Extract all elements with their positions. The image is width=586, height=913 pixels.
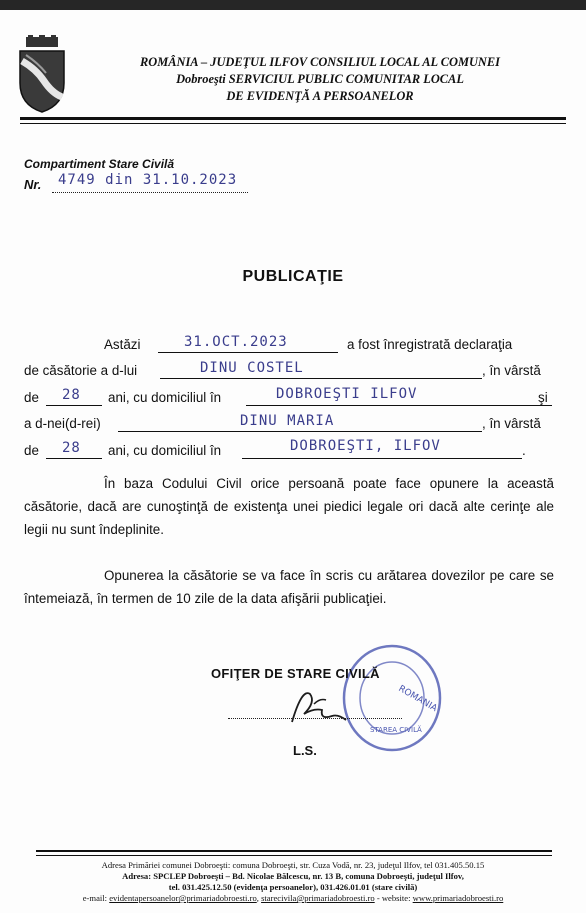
groom-age-line: [46, 405, 102, 406]
bride-name-line: [118, 431, 482, 432]
footer-rule-thin: [36, 855, 552, 856]
bride-address-line: [242, 458, 522, 459]
footer-line-1: Adresa Primăriei comunei Dobroeşti: comuna Dobroeşti, str. Cuza Vodă, nr. 23, judeţul Ilfov, tel 031.405.50.15: [101, 860, 485, 870]
registry-number-label: Nr.: [24, 177, 42, 192]
footer-contact-line: [0, 893, 586, 904]
groom-address: DOBROEŞTI ILFOV: [276, 386, 418, 402]
bride-age: 28: [62, 440, 81, 456]
bride-age-label: de: [24, 443, 39, 458]
footer-rule: [36, 850, 552, 852]
registry-number-value: 4749 din 31.10.2023: [58, 172, 238, 188]
bride-address-end: .: [522, 443, 526, 458]
groom-name: DINU COSTEL: [200, 360, 304, 376]
bride-prefix: a d-nei(d-rei): [24, 416, 101, 431]
header-rule-thin: [20, 123, 566, 124]
institution-header: [100, 54, 540, 105]
groom-address-label: ani, cu domiciliul în: [108, 390, 222, 405]
footer-email-label: e-mail:: [82, 893, 108, 903]
stamp-ring-text: ROMANIA: [396, 683, 439, 715]
form-date-prefix: Astăzi: [104, 337, 141, 352]
footer-separator-1: ,: [256, 893, 259, 903]
header-line-1: ROMÂNIA – JUDEŢUL ILFOV CONSILIUL LOCAL AL COMUNEI: [140, 55, 500, 69]
declaration-date: 31.OCT.2023: [184, 334, 288, 350]
stamp-inner-text: STAREA CIVILĂ: [370, 726, 422, 734]
groom-prefix: de căsătorie a d-lui: [24, 363, 138, 378]
registry-number-line: [52, 192, 248, 193]
conjunction-and: şi: [538, 390, 548, 405]
email-link-evidenta[interactable]: evidentapersoanelor@primariadobroesti.ro: [109, 893, 257, 903]
bride-address-label: ani, cu domiciliul în: [108, 443, 222, 458]
coat-of-arms-icon: [16, 35, 68, 113]
groom-age-label: de: [24, 390, 39, 405]
header-line-3: DE EVIDENŢĂ A PERSOANELOR: [226, 89, 414, 103]
document-title: PUBLICAŢIE: [242, 268, 344, 285]
website-link[interactable]: www.primariadobroesti.ro: [412, 893, 504, 903]
form-date-suffix: a fost înregistrată declaraţia: [347, 337, 513, 352]
viewer-top-bar: [0, 0, 586, 10]
legal-paragraph-2: Opunerea la căsătorie se va face în scris cu arătarea dovezilor pe care se întemeiază, în termen de 10 zile de la data afişării publicaţiei.: [24, 568, 554, 606]
legal-paragraph-1: În baza Codului Civil orice persoană poate face opunere la această căsătorie, dacă are cunoştinţă de existenţa unei piedici legale ori dacă alte cerinţe ale legii nu sunt îndeplinite.: [24, 476, 554, 537]
handwritten-signature-icon: [280, 680, 370, 730]
header-rule: [20, 117, 566, 120]
bride-age-prefix: , în vârstă: [482, 416, 541, 431]
groom-age-prefix: , în vârstă: [482, 363, 541, 378]
officer-title: OFIŢER DE STARE CIVILĂ: [211, 666, 380, 681]
footer-line-3: tel. 031.425.12.50 (evidenţa persoanelor), 031.426.01.01 (stare civilă): [168, 882, 418, 892]
bride-name: DINU MARIA: [240, 413, 335, 429]
email-link-stare-civila[interactable]: starecivila@primariadobroesti.ro: [261, 893, 375, 903]
date-fill-line: [158, 352, 338, 353]
groom-address-line: [246, 405, 552, 406]
bride-address: DOBROEŞTI, ILFOV: [290, 438, 441, 454]
bride-age-line: [46, 458, 102, 459]
footer-line-2: Adresa: SPCLEP Dobroeşti – Bd. Nicolae Bălcescu, nr. 13 B, comuna Dobroeşti, judeţul Ilfov,: [122, 871, 464, 881]
footer-separator-2: - website:: [374, 893, 411, 903]
seal-placeholder-label: L.S.: [293, 743, 317, 758]
groom-name-line: [160, 378, 482, 379]
department-label: Compartiment Stare Civilă: [24, 157, 175, 171]
header-line-2: Dobroeşti SERVICIUL PUBLIC COMUNITAR LOCAL: [176, 72, 464, 86]
groom-age: 28: [62, 387, 81, 403]
document-page: [0, 10, 586, 913]
signature-line: [228, 718, 402, 719]
